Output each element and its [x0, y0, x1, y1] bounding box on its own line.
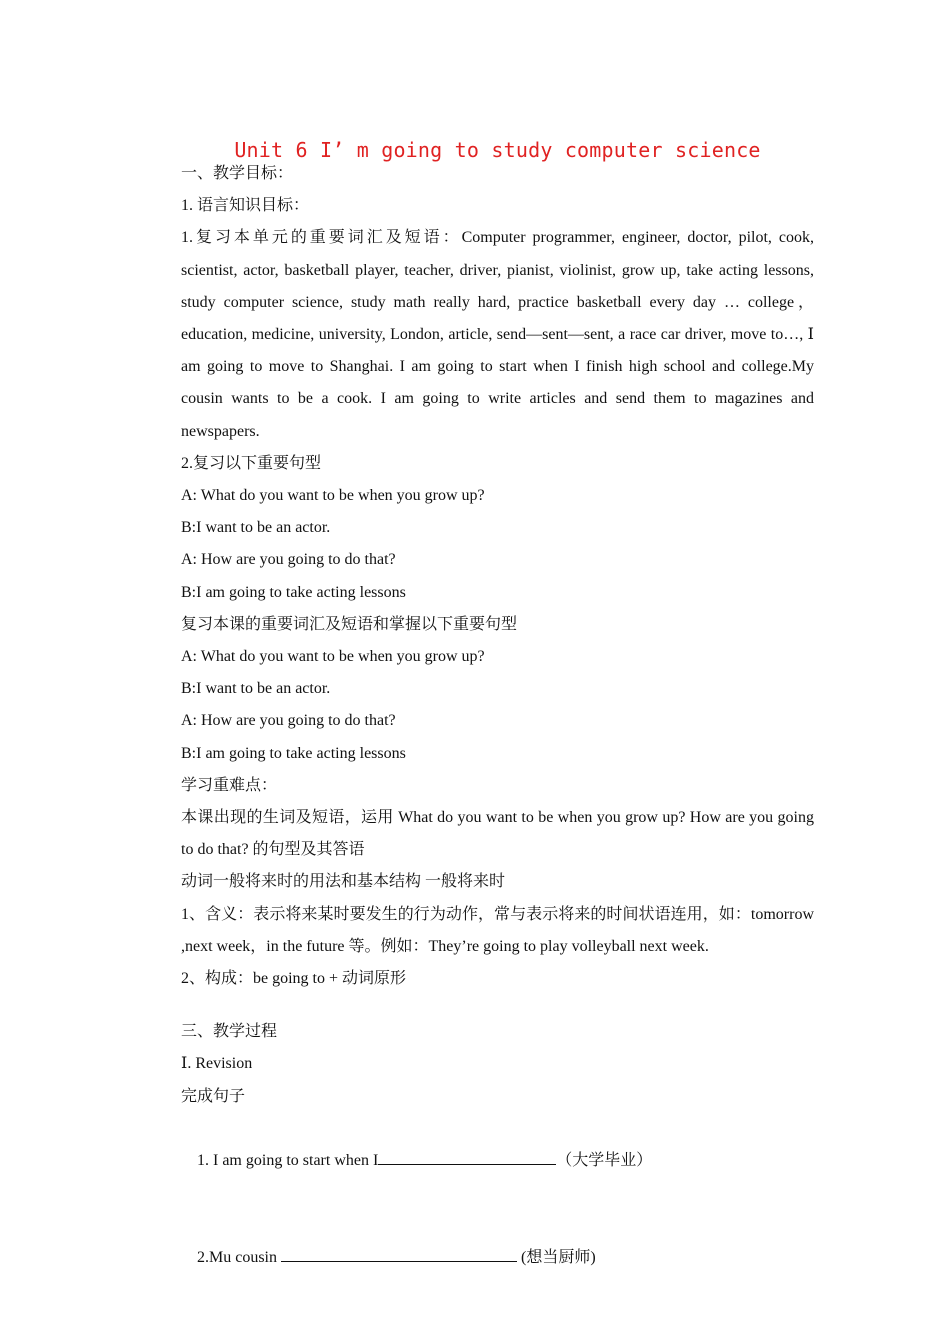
dialog-line: B:I am going to take acting lessons [181, 744, 406, 762]
exercise-prefix: 1. I am going to start when I [197, 1152, 379, 1170]
exercise-hint: （大学毕业） [556, 1152, 653, 1170]
dialog-line: A: What do you want to be when you grow up? [181, 648, 485, 666]
exercise-1 [181, 1113, 814, 1210]
review-lesson-heading: 复习本课的重要词汇及短语和掌握以下重要句型 [181, 615, 518, 633]
dialog-block-1 [181, 480, 814, 609]
dialog-line: B:I want to be an actor. [181, 519, 331, 537]
dialog-line: B:I am going to take acting lessons [181, 583, 406, 601]
complete-sentences-heading: 完成句子 [181, 1087, 246, 1105]
sub-heading-language-goals: 1. 语言知识目标： [181, 197, 310, 215]
future-tense-heading: 动词一般将来时的用法和基本结构 一般将来时 [181, 873, 506, 891]
exercise-2 [181, 1210, 814, 1307]
exercise-hint: (想当厨师) [517, 1248, 596, 1266]
revision-heading: Ⅰ. Revision [181, 1055, 253, 1073]
section-heading-goals: 一、教学目标： [181, 165, 294, 182]
future-tense-structure: 2、构成：be going to + 动词原形 [181, 970, 407, 988]
document-title: Unit 6 I’ m going to study computer science [234, 138, 761, 162]
key-points-text: 本课出现的生词及短语，运用 What do you want to be when you grow up? How are you going to do that? 的句型及其答语 [181, 809, 818, 859]
answer-blank[interactable] [378, 1150, 556, 1165]
future-tense-meaning: 1、含义：表示将来某时要发生的行为动作，常与表示将来的时间状语连用，如：tomorrow ,next week，in the future 等。例如：They’re going to play volleyball next week. [181, 905, 818, 955]
exercise-prefix: 2.Mu cousin [197, 1248, 281, 1266]
dialog-line: A: How are you going to do that? [181, 712, 396, 730]
section-heading-process: 三、教学过程 [181, 1023, 278, 1041]
answer-blank[interactable] [281, 1247, 517, 1262]
dialog-line: A: What do you want to be when you grow up? [181, 487, 485, 505]
key-points-heading: 学习重难点： [181, 776, 278, 794]
dialog-block-2 [181, 641, 814, 770]
vocabulary-paragraph: 1.复习本单元的重要词汇及短语：Computer programmer, engineer, doctor, pilot, cook, scientist, actor, basketball player, teacher, driver, pianist, violinist, grow up, take acting lessons, study computer science, study math really hard, practice basketball every day … college， education, medicine, university, London, article, send—sent—sent, a race car driver, move to…, Ⅰ am going to move to Shanghai. I am going to start when I finish high school and college.My cousin wants to be a cook. I am going to write articles and send them to magazines and newspapers. [181, 229, 818, 440]
review-sentences-heading: 2.复习以下重要句型 [181, 454, 322, 472]
dialog-line: B:I want to be an actor. [181, 680, 331, 698]
dialog-line: A: How are you going to do that? [181, 551, 396, 569]
document-page [181, 134, 818, 1306]
spacer [181, 995, 814, 1016]
